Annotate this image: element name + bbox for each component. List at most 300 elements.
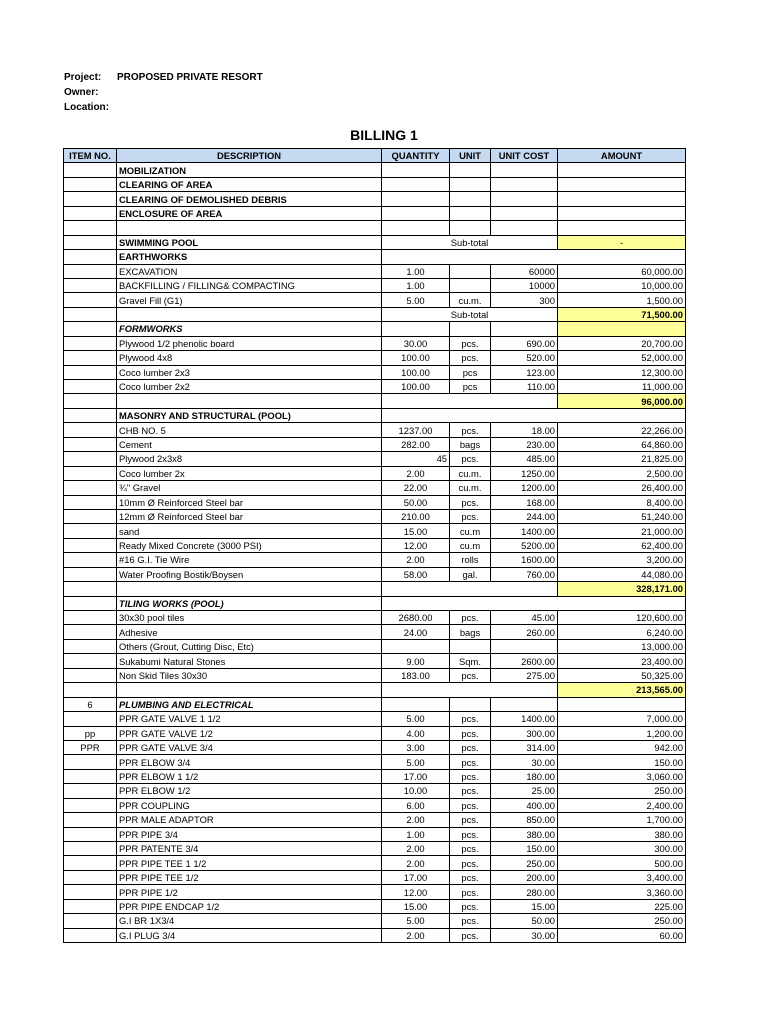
table-row: [64, 827, 686, 841]
cell-quantity: 183.00: [382, 668, 450, 682]
cell-quantity: 24.00: [382, 625, 450, 639]
cell-item-no: [64, 336, 117, 350]
cell-description: 10mm Ø Reinforced Steel bar: [117, 495, 382, 509]
cell-description: TILING WORKS (POOL): [117, 596, 382, 610]
table-row: [64, 163, 686, 177]
cell-amount: [558, 221, 686, 235]
cell-amount: -: [558, 235, 686, 249]
cell-unit-cost: 690.00: [491, 336, 558, 350]
cell-quantity: 17.00: [382, 769, 450, 783]
cell-item-no: [64, 928, 117, 942]
cell-unit: rolls: [450, 553, 491, 567]
cell-amount: 500.00: [558, 856, 686, 870]
cell-unit: [450, 278, 491, 292]
cell-quantity: 1.00: [382, 278, 450, 292]
cell-description: [117, 683, 382, 697]
cell-description: Coco lumber 2x3: [117, 365, 382, 379]
cell-quantity: 58.00: [382, 567, 450, 581]
cell-description: Plywood 1/2 phenolic board: [117, 336, 382, 350]
cell-amount: [558, 697, 686, 711]
cell-item-no: [64, 856, 117, 870]
cell-unit-cost: 30.00: [491, 928, 558, 942]
cell-unit-cost: 280.00: [491, 885, 558, 899]
cell-quantity: 22.00: [382, 481, 450, 495]
table-row: [64, 842, 686, 856]
cell-description: CLEARING OF AREA: [117, 177, 382, 191]
cell-unit: [450, 639, 491, 653]
cell-quantity: [382, 697, 450, 711]
cell-quantity: 15.00: [382, 899, 450, 913]
table-row: [64, 567, 686, 581]
cell-amount: 20,700.00: [558, 336, 686, 350]
header-unit-cost: UNIT COST: [491, 149, 558, 163]
cell-description: FORMWORKS: [117, 322, 382, 336]
table-row: [64, 654, 686, 668]
cell-quantity: 100.00: [382, 365, 450, 379]
cell-unit-cost: 300.00: [491, 726, 558, 740]
cell-item-no: [64, 351, 117, 365]
cell-unit: pcs.: [450, 798, 491, 812]
cell-quantity: 100.00: [382, 380, 450, 394]
cell-unit-cost: 230.00: [491, 437, 558, 451]
cell-item-no: [64, 509, 117, 523]
cell-unit-cost: 1200.00: [491, 481, 558, 495]
table-row: [64, 928, 686, 942]
cell-subtotal-label: Sub-total: [382, 307, 558, 321]
table-row: [64, 596, 686, 610]
cell-unit: pcs.: [450, 712, 491, 726]
cell-quantity: [382, 192, 450, 206]
cell-amount: 71,500.00: [558, 307, 686, 321]
cell-blank: [382, 596, 686, 610]
cell-amount: 22,266.00: [558, 423, 686, 437]
table-row: [64, 798, 686, 812]
cell-unit: gal.: [450, 567, 491, 581]
cell-item-no: [64, 235, 117, 249]
cell-quantity: 5.00: [382, 293, 450, 307]
cell-description: PPR PIPE 3/4: [117, 827, 382, 841]
cell-unit: pcs.: [450, 842, 491, 856]
cell-unit-cost: [491, 206, 558, 220]
cell-amount: 225.00: [558, 899, 686, 913]
cell-amount: 11,000.00: [558, 380, 686, 394]
cell-unit-cost: [491, 639, 558, 653]
table-row: [64, 322, 686, 336]
cell-item-no: [64, 322, 117, 336]
cell-unit-cost: 1250.00: [491, 466, 558, 480]
cell-unit: cu.m.: [450, 466, 491, 480]
table-row: [64, 177, 686, 191]
cell-quantity: 1.00: [382, 264, 450, 278]
cell-unit-cost: 123.00: [491, 365, 558, 379]
table-row: [64, 712, 686, 726]
cell-amount: 51,240.00: [558, 509, 686, 523]
cell-quantity: 2.00: [382, 842, 450, 856]
cell-quantity: 3.00: [382, 740, 450, 754]
cell-unit-cost: 850.00: [491, 813, 558, 827]
cell-item-no: [64, 264, 117, 278]
cell-unit-cost: 400.00: [491, 798, 558, 812]
cell-unit-cost: 15.00: [491, 899, 558, 913]
cell-quantity: [382, 177, 450, 191]
cell-item-no: [64, 481, 117, 495]
cell-description: [117, 582, 382, 596]
cell-unit-cost: [491, 163, 558, 177]
cell-item-no: [64, 567, 117, 581]
cell-item-no: [64, 423, 117, 437]
cell-description: Non Skid Tiles 30x30: [117, 668, 382, 682]
cell-amount: 60.00: [558, 928, 686, 942]
cell-quantity: 5.00: [382, 755, 450, 769]
cell-amount: 3,400.00: [558, 870, 686, 884]
table-row: [64, 452, 686, 466]
table-row: [64, 899, 686, 913]
cell-unit-cost: 520.00: [491, 351, 558, 365]
cell-unit: [450, 697, 491, 711]
cell-item-no: [64, 885, 117, 899]
cell-quantity: 282.00: [382, 437, 450, 451]
cell-item-no: [64, 221, 117, 235]
cell-amount: 3,060.00: [558, 769, 686, 783]
cell-description: [117, 394, 382, 408]
cell-description: CLEARING OF DEMOLISHED DEBRIS: [117, 192, 382, 206]
cell-quantity: 4.00: [382, 726, 450, 740]
cell-quantity: 50.00: [382, 495, 450, 509]
cell-amount: 1,700.00: [558, 813, 686, 827]
cell-quantity: 17.00: [382, 870, 450, 884]
cell-amount: 12,300.00: [558, 365, 686, 379]
header-item-no: ITEM NO.: [64, 149, 117, 163]
cell-quantity: 2.00: [382, 856, 450, 870]
cell-item-no: [64, 394, 117, 408]
cell-item-no: [64, 553, 117, 567]
cell-item-no: [64, 712, 117, 726]
cell-item-no: [64, 769, 117, 783]
cell-item-no: [64, 798, 117, 812]
cell-subtotal-label: Sub-total: [382, 235, 558, 249]
cell-item-no: [64, 668, 117, 682]
cell-unit: Sqm.: [450, 654, 491, 668]
cell-quantity: [382, 322, 450, 336]
cell-unit: pcs.: [450, 452, 491, 466]
cell-amount: 23,400.00: [558, 654, 686, 668]
cell-unit-cost: 485.00: [491, 452, 558, 466]
table-row: [64, 668, 686, 682]
cell-unit-cost: 168.00: [491, 495, 558, 509]
cell-quantity: 12.00: [382, 538, 450, 552]
cell-description: Others (Grout, Cutting Disc, Etc): [117, 639, 382, 653]
cell-description: [117, 307, 382, 321]
cell-unit: cu.m: [450, 524, 491, 538]
cell-item-no: [64, 192, 117, 206]
cell-amount: 120,600.00: [558, 611, 686, 625]
cell-item-no: [64, 278, 117, 292]
cell-quantity: 5.00: [382, 914, 450, 928]
cell-amount: [558, 177, 686, 191]
cell-item-no: [64, 177, 117, 191]
cell-quantity: 2.00: [382, 928, 450, 942]
cell-description: Gravel Fill (G1): [117, 293, 382, 307]
table-row: [64, 351, 686, 365]
cell-unit: [450, 221, 491, 235]
cell-unit: pcs: [450, 380, 491, 394]
table-header-row: [64, 149, 686, 163]
cell-amount: 250.00: [558, 914, 686, 928]
cell-amount: 150.00: [558, 755, 686, 769]
table-row: [64, 813, 686, 827]
table-row: [64, 683, 686, 697]
cell-unit: pcs.: [450, 611, 491, 625]
cell-unit: bags: [450, 625, 491, 639]
table-row: [64, 755, 686, 769]
cell-unit: [450, 192, 491, 206]
cell-description: PPR PIPE 1/2: [117, 885, 382, 899]
cell-unit: pcs.: [450, 495, 491, 509]
cell-blank: [382, 250, 686, 264]
cell-unit-cost: 18.00: [491, 423, 558, 437]
cell-amount: 213,565.00: [558, 683, 686, 697]
cell-quantity: 2.00: [382, 553, 450, 567]
page-title: BILLING 1: [350, 127, 418, 143]
cell-item-no: pp: [64, 726, 117, 740]
table-row: [64, 553, 686, 567]
cell-unit: cu.m.: [450, 293, 491, 307]
table-row: [64, 870, 686, 884]
cell-description: Ready Mixed Concrete (3000 PSI): [117, 538, 382, 552]
cell-unit: [450, 322, 491, 336]
cell-item-no: [64, 452, 117, 466]
cell-unit-cost: [491, 697, 558, 711]
cell-description: PPR MALE ADAPTOR: [117, 813, 382, 827]
table-row: [64, 380, 686, 394]
table-row: [64, 914, 686, 928]
cell-quantity: [382, 206, 450, 220]
cell-amount: [558, 206, 686, 220]
table-row: [64, 856, 686, 870]
table-row: [64, 740, 686, 754]
cell-amount: 13,000.00: [558, 639, 686, 653]
table-row: [64, 524, 686, 538]
cell-unit-cost: 180.00: [491, 769, 558, 783]
table-body: [64, 163, 686, 943]
cell-amount: [558, 322, 686, 336]
cell-unit-cost: 244.00: [491, 509, 558, 523]
table-row: [64, 582, 686, 596]
cell-quantity: 15.00: [382, 524, 450, 538]
cell-amount: 942.00: [558, 740, 686, 754]
cell-amount: 62,400.00: [558, 538, 686, 552]
cell-description: Water Proofing Bostik/Boysen: [117, 567, 382, 581]
table-row: [64, 235, 686, 249]
cell-unit-cost: 250.00: [491, 856, 558, 870]
cell-description: Cement: [117, 437, 382, 451]
cell-unit: pcs: [450, 365, 491, 379]
cell-unit-cost: 1400.00: [491, 712, 558, 726]
cell-unit-cost: 110.00: [491, 380, 558, 394]
project-label: Project:: [64, 72, 102, 83]
cell-item-no: [64, 538, 117, 552]
cell-unit-cost: 260.00: [491, 625, 558, 639]
table-row: [64, 278, 686, 292]
table-row: [64, 206, 686, 220]
cell-amount: 6,240.00: [558, 625, 686, 639]
cell-amount: 10,000.00: [558, 278, 686, 292]
cell-unit: cu.m: [450, 538, 491, 552]
cell-amount: 44,080.00: [558, 567, 686, 581]
cell-quantity: 9.00: [382, 654, 450, 668]
owner-label: Owner:: [64, 87, 99, 98]
cell-description: PPR ELBOW 1 1/2: [117, 769, 382, 783]
project-info: [64, 70, 263, 115]
cell-item-no: [64, 899, 117, 913]
cell-unit: pcs.: [450, 784, 491, 798]
cell-amount: 1,200.00: [558, 726, 686, 740]
cell-unit: [450, 163, 491, 177]
cell-unit-cost: 314.00: [491, 740, 558, 754]
cell-blank: [382, 394, 558, 408]
cell-unit: pcs.: [450, 885, 491, 899]
cell-quantity: 5.00: [382, 712, 450, 726]
cell-unit: pcs.: [450, 914, 491, 928]
cell-unit-cost: 300: [491, 293, 558, 307]
cell-item-no: [64, 365, 117, 379]
cell-description: MOBILIZATION: [117, 163, 382, 177]
cell-amount: 7,000.00: [558, 712, 686, 726]
cell-description: Coco lumber 2x2: [117, 380, 382, 394]
cell-unit: pcs.: [450, 928, 491, 942]
cell-amount: 3,360.00: [558, 885, 686, 899]
cell-description: CHB NO. 5: [117, 423, 382, 437]
cell-description: MASONRY AND STRUCTURAL (POOL): [117, 408, 382, 422]
cell-item-no: [64, 827, 117, 841]
cell-blank: [382, 408, 686, 422]
cell-unit: pcs.: [450, 870, 491, 884]
table-row: [64, 408, 686, 422]
cell-item-no: [64, 596, 117, 610]
cell-amount: 26,400.00: [558, 481, 686, 495]
cell-amount: 300.00: [558, 842, 686, 856]
cell-amount: 2,500.00: [558, 466, 686, 480]
cell-amount: [558, 163, 686, 177]
cell-unit: pcs.: [450, 755, 491, 769]
cell-description: Sukabumi Natural Stones: [117, 654, 382, 668]
cell-quantity: [382, 221, 450, 235]
cell-unit: pcs.: [450, 726, 491, 740]
cell-description: 30x30 pool tiles: [117, 611, 382, 625]
cell-unit-cost: 380.00: [491, 827, 558, 841]
cell-item-no: [64, 437, 117, 451]
cell-blank: [382, 683, 558, 697]
cell-unit: pcs.: [450, 668, 491, 682]
cell-item-no: [64, 307, 117, 321]
cell-item-no: [64, 639, 117, 653]
cell-item-no: [64, 495, 117, 509]
cell-description: SWIMMING POOL: [117, 235, 382, 249]
cell-quantity: 1237.00: [382, 423, 450, 437]
cell-description: ¾" Gravel: [117, 481, 382, 495]
cell-item-no: [64, 163, 117, 177]
table-row: [64, 250, 686, 264]
table-row: [64, 538, 686, 552]
table-row: [64, 466, 686, 480]
cell-description: PPR PATENTE 3/4: [117, 842, 382, 856]
cell-amount: 250.00: [558, 784, 686, 798]
cell-description: PPR GATE VALVE 1 1/2: [117, 712, 382, 726]
table-row: [64, 625, 686, 639]
header-description: DESCRIPTION: [117, 149, 382, 163]
cell-unit-cost: [491, 221, 558, 235]
cell-description: Plywood 4x8: [117, 351, 382, 365]
cell-quantity: 100.00: [382, 351, 450, 365]
table-row: [64, 726, 686, 740]
table-row: [64, 221, 686, 235]
cell-item-no: [64, 250, 117, 264]
cell-amount: 52,000.00: [558, 351, 686, 365]
cell-amount: 21,000.00: [558, 524, 686, 538]
cell-item-no: [64, 206, 117, 220]
cell-description: Coco lumber 2x: [117, 466, 382, 480]
table-row: [64, 192, 686, 206]
cell-unit-cost: 60000: [491, 264, 558, 278]
cell-quantity: 2.00: [382, 466, 450, 480]
cell-unit-cost: 50.00: [491, 914, 558, 928]
cell-unit-cost: 275.00: [491, 668, 558, 682]
cell-amount: 380.00: [558, 827, 686, 841]
cell-unit-cost: 45.00: [491, 611, 558, 625]
cell-unit-cost: 25.00: [491, 784, 558, 798]
table-row: [64, 639, 686, 653]
cell-description: PPR GATE VALVE 1/2: [117, 726, 382, 740]
cell-description: PPR PIPE TEE 1/2: [117, 870, 382, 884]
cell-description: G.I PLUG 3/4: [117, 928, 382, 942]
cell-quantity: 12.00: [382, 885, 450, 899]
table-row: [64, 611, 686, 625]
cell-item-no: [64, 466, 117, 480]
cell-unit: pcs.: [450, 813, 491, 827]
table-row: [64, 481, 686, 495]
cell-description: BACKFILLING / FILLING& COMPACTING: [117, 278, 382, 292]
cell-item-no: [64, 380, 117, 394]
cell-unit: cu.m.: [450, 481, 491, 495]
header-quantity: QUANTITY: [382, 149, 450, 163]
cell-unit-cost: 1600.00: [491, 553, 558, 567]
table-row: [64, 307, 686, 321]
cell-quantity: 10.00: [382, 784, 450, 798]
cell-quantity: 2680.00: [382, 611, 450, 625]
cell-unit-cost: [491, 322, 558, 336]
location-label: Location:: [64, 102, 109, 113]
cell-unit-cost: 200.00: [491, 870, 558, 884]
cell-amount: 1,500.00: [558, 293, 686, 307]
cell-quantity: 45: [382, 452, 450, 466]
cell-description: PPR PIPE TEE 1 1/2: [117, 856, 382, 870]
cell-unit: pcs.: [450, 769, 491, 783]
cell-item-no: PPR: [64, 740, 117, 754]
cell-item-no: [64, 611, 117, 625]
table-row: [64, 769, 686, 783]
cell-unit-cost: [491, 192, 558, 206]
cell-item-no: 6: [64, 697, 117, 711]
cell-item-no: [64, 654, 117, 668]
cell-description: PPR COUPLING: [117, 798, 382, 812]
cell-item-no: [64, 408, 117, 422]
billing-table: [63, 148, 686, 943]
cell-amount: 50,325.00: [558, 668, 686, 682]
cell-amount: 21,825.00: [558, 452, 686, 466]
cell-item-no: [64, 582, 117, 596]
cell-unit-cost: [491, 177, 558, 191]
cell-unit-cost: 2600.00: [491, 654, 558, 668]
